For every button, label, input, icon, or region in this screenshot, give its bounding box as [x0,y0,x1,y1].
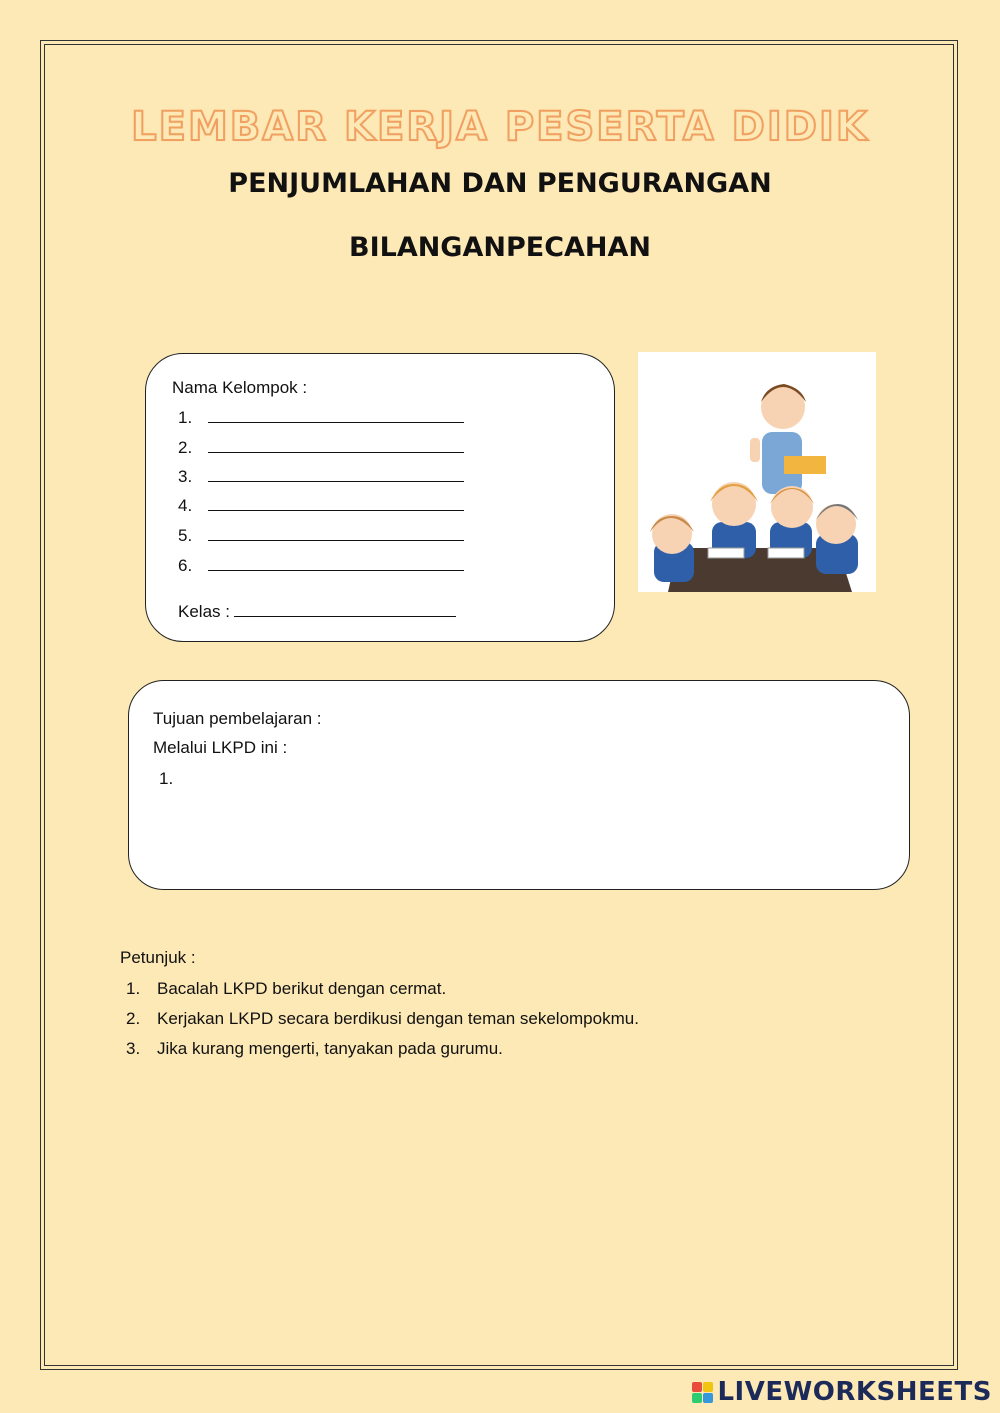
member-name-line[interactable] [208,526,464,541]
group-member-row: 4. [178,496,464,516]
group-member-row: 2. [178,438,464,458]
topic-title-line1: PENJUMLAHAN DAN PENGURANGAN [228,168,772,199]
member-name-line[interactable] [208,438,464,453]
objective-label: Tujuan pembelajaran : [153,709,322,728]
group-member-row: 6. [178,556,464,576]
instructions-label: Petunjuk : [120,948,196,967]
group-info-box [145,353,615,642]
instruction-step: 2. Kerjakan LKPD secara berdikusi dengan teman sekelompokmu. [126,1009,639,1028]
teacher-and-students-illustration [638,352,876,592]
member-name-line[interactable] [208,556,464,571]
group-member-row: 3. [178,467,464,487]
objective-intro: Melalui LKPD ini : [153,738,288,757]
objective-item-number: 1. [159,769,174,788]
group-member-row: 1. [178,408,464,428]
group-member-row: 5. [178,526,464,546]
liveworksheets-logo[interactable] [692,1377,992,1407]
group-name-label: Nama Kelompok : [172,378,308,397]
member-name-line[interactable] [208,408,464,423]
instruction-step: 1. Bacalah LKPD berikut dengan cermat. [126,979,447,998]
liveworksheets-logo-icon [692,1382,713,1403]
worksheet-title: LEMBAR KERJA PESERTA DIDIK [131,104,869,150]
learning-objective-box [128,680,910,890]
member-name-line[interactable] [208,467,464,482]
instruction-step: 3. Jika kurang mengerti, tanyakan pada gurumu. [126,1039,503,1058]
topic-title-line2: BILANGANPECAHAN [348,232,651,263]
member-name-line[interactable] [208,496,464,511]
brand-name: LIVEWORKSHEETS [717,1377,992,1407]
class-row: Kelas : [178,602,456,622]
class-line[interactable] [234,602,456,617]
